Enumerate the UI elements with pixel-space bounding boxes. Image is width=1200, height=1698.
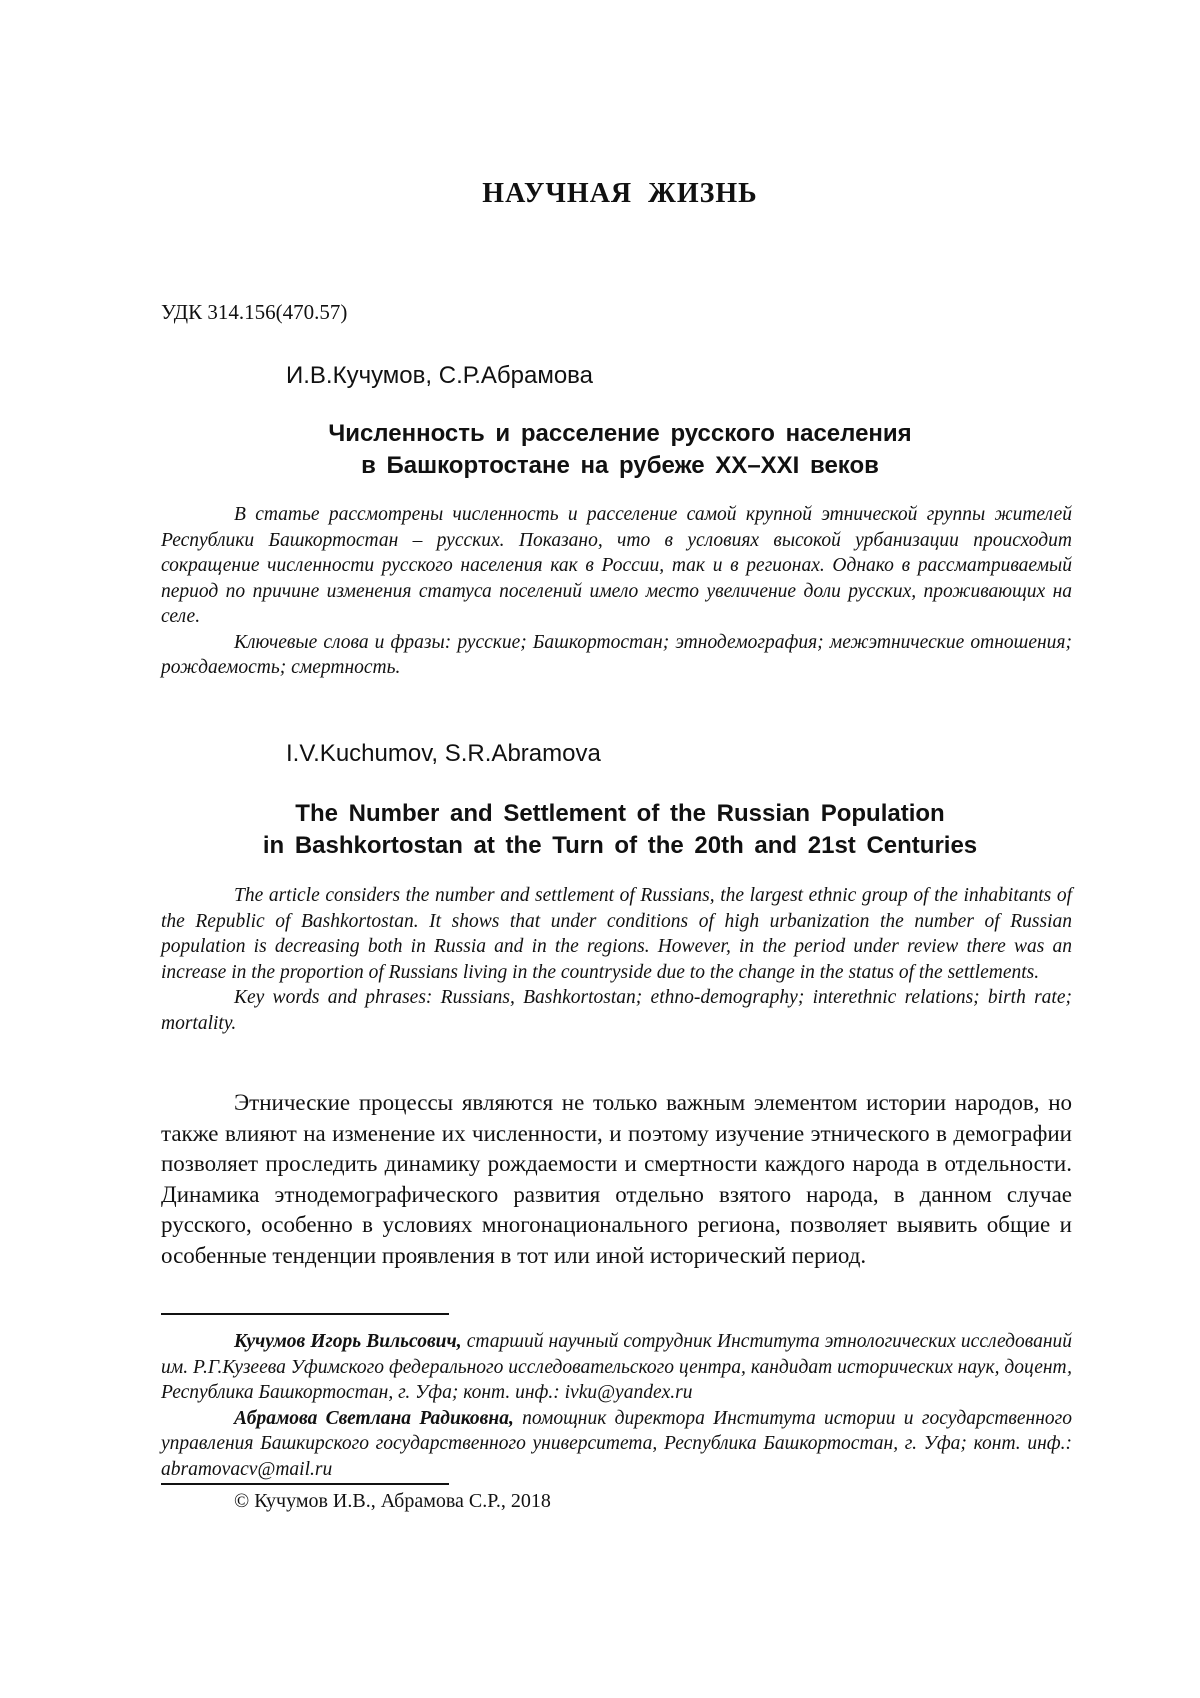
author-footnotes bbox=[161, 1329, 1072, 1482]
footnote-author-1-name: Кучумов Игорь Вильсович, bbox=[234, 1331, 462, 1352]
article-title-en-line1: The Number and Settlement of the Russian Population bbox=[295, 800, 945, 827]
article-title-ru-line2: в Башкортостане на рубеже XX–XXI веков bbox=[361, 452, 879, 479]
body-text bbox=[161, 1088, 1072, 1271]
article-title-en-line2: in Bashkortostan at the Turn of the 20th and 21st Centuries bbox=[262, 832, 978, 859]
footnote-author-2 bbox=[161, 1406, 1072, 1483]
keywords-ru: Ключевые слова и фразы: русские; Башкортостан; этнодемография; межэтнические отношения; рождаемость; смертность. bbox=[161, 631, 1072, 678]
footnote-author-1-text: старший научный сотрудник Института этнологических исследований им. Р.Г.Кузеева Уфимского федерального исследовательского центра, кандидат исторических наук, доцент, Республика Башкортостан, г. Уфа; конт. инф.: ivku@yandex.ru bbox=[161, 1331, 1073, 1403]
footnote-author-2-name: Абрамова Светлана Радиковна, bbox=[234, 1407, 514, 1429]
abstract-ru-text: В статье рассмотрены численность и расселение самой крупной этнической группы жителей Республики Башкортостан – русских. Показано, что в условиях высокой урбанизации происходит сокращение численности русского населения как в России, так и в регионах. Однако в рассматриваемый период по причине изменения статуса поселений имело место увеличение доли русских, проживающих на селе. bbox=[161, 504, 1072, 627]
abstract-en bbox=[161, 883, 1072, 1036]
abstract-ru bbox=[161, 502, 1072, 681]
copyright-separator bbox=[161, 1483, 449, 1485]
authors-ru: И.В.Кучумов, С.Р.Абрамова bbox=[286, 362, 594, 389]
footnote-author-1 bbox=[161, 1329, 1072, 1406]
udk-code: УДК 314.156(470.57) bbox=[161, 300, 348, 324]
article-title-en bbox=[160, 798, 1080, 862]
section-title: НАУЧНАЯ ЖИЗНЬ bbox=[482, 178, 758, 209]
footnote-author-2-text: помощник директора Института истории и государственного управления Башкирского государственного университета, Республика Башкортостан, г. Уфа; конт. инф.: abramovacv@mail.ru bbox=[161, 1407, 1073, 1480]
authors-en: I.V.Kuchumov, S.R.Abramova bbox=[286, 740, 601, 767]
copyright-notice: © Кучумов И.В., Абрамова С.Р., 2018 bbox=[234, 1490, 551, 1512]
footnote-separator bbox=[161, 1313, 449, 1315]
abstract-en-text: The article considers the number and settlement of Russians, the largest ethnic group of the inhabitants of the Republic of Bashkortostan. It shows that under conditions of high urbanization the number of Russian population is decreasing both in Russia and in the regions. However, in the period under review there was an increase in the proportion of Russians living in the countryside due to the change in the status of the settlements. bbox=[161, 885, 1072, 983]
body-paragraph: Этнические процессы являются не только важным элементом истории народов, но также влияют на изменение их численности, и поэтому изучение этнического в демографии позволяет проследить динамику рождаемости и смертности каждого народа в отдельности. Динамика этнодемографического развития отдельно взятого народа, в данном случае русского, особенно в условиях многонационального региона, позволяет выявить общие и особенные тенденции проявления в тот или иной исторический период. bbox=[161, 1090, 1072, 1268]
article-title-ru-line1: Численность и расселение русского населения bbox=[328, 420, 912, 447]
keywords-en: Key words and phrases: Russians, Bashkortostan; ethno-demography; interethnic relations; birth rate; mortality. bbox=[161, 987, 1072, 1034]
article-title-ru bbox=[160, 418, 1080, 482]
